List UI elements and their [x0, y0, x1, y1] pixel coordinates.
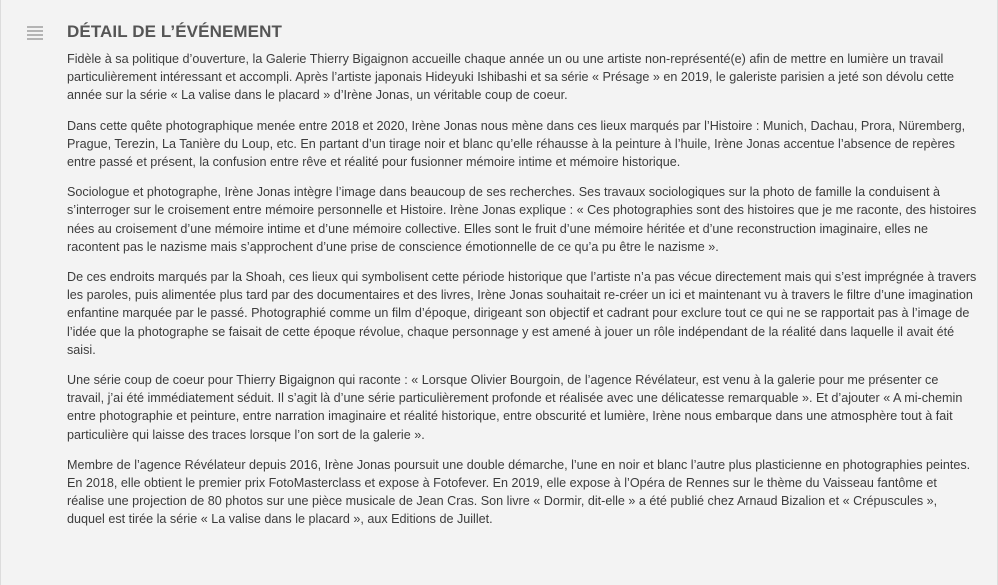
- list-line: [27, 26, 43, 28]
- list-line: [27, 30, 43, 32]
- paragraph-intro: Fidèle à sa politique d’ouverture, la Galerie Thierry Bigaignon accueille chaque année un ou une artiste non-représenté(e) afin de mettre en lumière un travail particulièrement intéressant et accompli. Après l’artiste japonais Hideyuki Ishibashi et sa série « Présage » en 2019, le galeriste parisien a jeté son dévolu cette année sur la série « La valise dans le placard » d’Irène Jonas, un véritable coup de coeur.: [67, 52, 954, 103]
- section-title: DÉTAIL DE L’ÉVÉNEMENT: [67, 22, 282, 41]
- list-line: [27, 34, 43, 36]
- list-lines-icon: [27, 26, 43, 42]
- paragraph-shoah: De ces endroits marqués par la Shoah, ces lieux qui symbolisent cette période historique que l’artiste n’a pas vécue directement mais qui s’est imprégnée à travers les paroles, puis alimentée plus tard par des documentaires et des livres, Irène Jonas souhaitait re-créer un ici et maintenant vu à travers le filtre d’une imagination enfantine marquée par le passé. Photographié comme un film d’époque, dirigeant son objectif et cadrant pour exclure tout ce qui ne se rapportait pas à l’image de l’idée que la photographe se faisait de cette époque révolue, chaque personnage y est amené à jouer un rôle indépendant de la réalité dans laquelle il avait été saisi.: [67, 270, 977, 357]
- event-detail-content: [67, 22, 977, 541]
- paragraph-sociologist: Sociologue et photographe, Irène Jonas intègre l’image dans beaucoup de ses recherches. Ses travaux sociologiques sur la photo de famille la conduisent à s’interroger sur le croisement entre mémoire personnelle et Histoire. Irène Jonas explique : « Ces photographies sont des histoires que je me raconte, des histoires nées au croisement d’une mémoire intime et d’une mémoire collective. Elles sont le fruit d’une mémoire héritée et d’une reconstruction imaginaire, elles ne racontent pas le nazisme mais s’approchent d’une prise de conscience émotionnelle de ce qu’a pu être le nazisme ».: [67, 185, 977, 254]
- paragraph-biography: Membre de l’agence Révélateur depuis 2016, Irène Jonas poursuit une double démarche, l’une en noir et blanc l’autre plus plasticienne en photographies peintes. En 2018, elle obtient le premier prix FotoMasterclass et expose à Fotofever. En 2019, elle expose à l’Opéra de Rennes sur le thème du Vaisseau fantôme et réalise une projection de 80 photos sur une pièce musicale de Jean Cras. Son livre « Dormir, dit-elle » a été publié chez Arnaud Bizalion et « Crépuscules », duquel est tirée la série « La valise dans le placard », aux Editions de Juillet.: [67, 457, 971, 527]
- paragraph-quest: Dans cette quête photographique menée entre 2018 et 2020, Irène Jonas nous mène dans ces lieux marqués par l’Histoire : Munich, Dachau, Prora, Nüremberg, Prague, Terezin, La Tanière du Loup, etc. En partant d’un tirage noir et blanc qu’elle réhausse à la peinture à l’huile, Irène Jonas accentue l’absence de repères entre passé et présent, la confusion entre rêve et réalité pour fusionner mémoire intime et mémoire historique.: [67, 118, 966, 170]
- list-line: [27, 38, 43, 40]
- paragraph-gallerist-quote: Une série coup de coeur pour Thierry Bigaignon qui raconte : « Lorsque Olivier Bourgoin, de l’agence Révélateur, est venu à la galerie pour me présenter ce travail, j’ai été immédiatement séduit. Il s’agit là d’une série particulièrement profonde et réalisée avec une délicatesse remarquable ». Et d’ajouter « A mi-chemin entre photographie et peinture, entre narration imaginaire et réalité historique, entre obscurité et lumière, Irène nous embarque dans une atmosphère tout à fait particulière qui laisse des traces lorsque l’on sort de la galerie ».: [67, 373, 963, 442]
